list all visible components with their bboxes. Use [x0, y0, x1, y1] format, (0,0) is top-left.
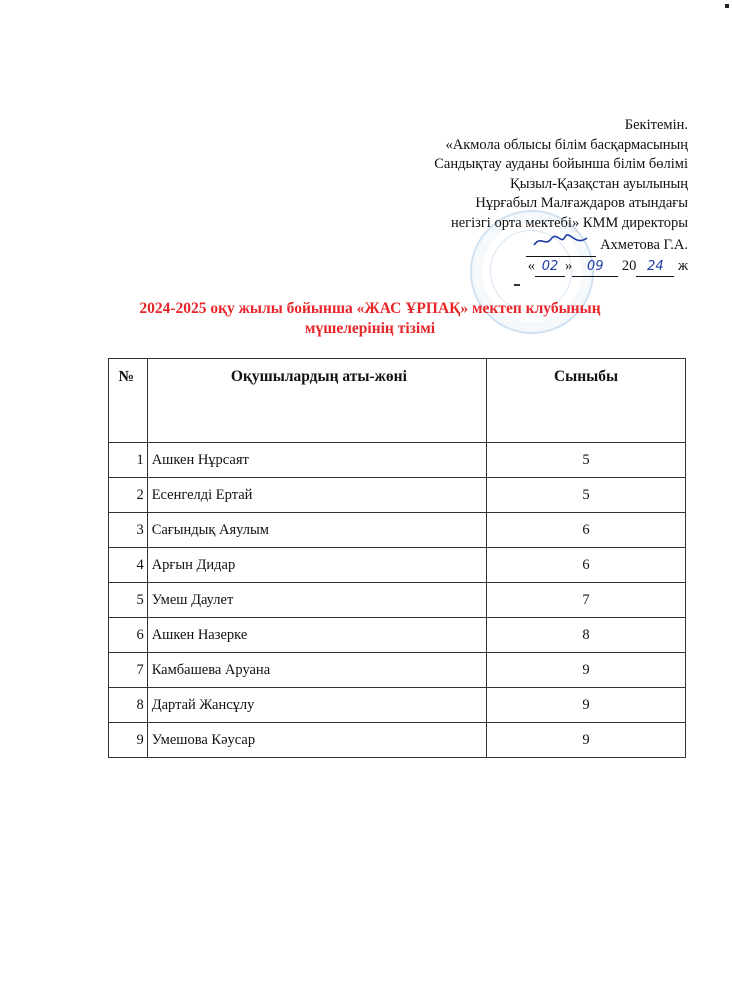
document-title-line-2: мүшелерінің тізімі: [304, 320, 436, 337]
row-grade: 5: [487, 443, 686, 478]
table-row: [109, 723, 686, 758]
row-name: Есенгелді Ертай: [147, 478, 486, 513]
director-name: Ахметова Г.А.: [600, 237, 688, 253]
table-row: [109, 583, 686, 618]
row-grade: 9: [487, 723, 686, 758]
approval-org-line-5: негізгі орта мектебі» КММ директоры: [450, 214, 688, 231]
approval-org-line-1: «Акмола облысы білім басқармасының: [445, 136, 688, 153]
row-number: 2: [109, 478, 148, 513]
members-table: [108, 358, 686, 758]
row-grade: 8: [487, 618, 686, 653]
approval-date: « 02 » 09 20 24 ж: [358, 257, 688, 278]
table-row: [109, 618, 686, 653]
approval-org-line-3: Қызыл-Қазақстан ауылының: [510, 175, 688, 192]
scan-mark: [725, 4, 729, 8]
table-row: [109, 443, 686, 478]
row-number: 1: [109, 443, 148, 478]
row-name: Ашкен Назерке: [147, 618, 486, 653]
row-grade: 7: [487, 583, 686, 618]
row-number: 6: [109, 618, 148, 653]
document-title-line-1: 2024-2025 оқу жылы бойынша «ЖАС ҰРПАҚ» мектеп клубының: [139, 300, 601, 317]
row-name: Умешова Кәусар: [147, 723, 486, 758]
row-number: 9: [109, 723, 148, 758]
table-header-row: [109, 359, 686, 443]
document-title: [90, 299, 650, 339]
signature-icon: [526, 233, 596, 257]
row-name: Дартай Жансұлу: [147, 688, 486, 723]
row-grade: 6: [487, 513, 686, 548]
approval-signature-line: [358, 233, 688, 257]
row-grade: 9: [487, 688, 686, 723]
row-grade: 5: [487, 478, 686, 513]
approval-org-line-2: Сандықтау ауданы бойынша білім бөлімі: [434, 156, 688, 172]
approval-heading: Бекітемін.: [624, 117, 688, 133]
table-row: [109, 513, 686, 548]
row-grade: 6: [487, 548, 686, 583]
date-year: 24: [636, 257, 674, 278]
row-name: Арғын Дидар: [147, 548, 486, 583]
approval-block: [358, 116, 688, 277]
header-name: Оқушылардың аты-жөні: [147, 359, 486, 443]
table-row: [109, 478, 686, 513]
row-number: 4: [109, 548, 148, 583]
table-row: [109, 688, 686, 723]
row-name: Умеш Даулет: [147, 583, 486, 618]
header-number: №: [109, 359, 148, 443]
table-row: [109, 548, 686, 583]
row-number: 8: [109, 688, 148, 723]
row-number: 3: [109, 513, 148, 548]
date-month: 09: [572, 257, 618, 278]
row-name: Камбашева Аруана: [147, 653, 486, 688]
scan-mark: [514, 284, 520, 286]
header-grade: Сыныбы: [487, 359, 686, 443]
row-number: 5: [109, 583, 148, 618]
row-grade: 9: [487, 653, 686, 688]
approval-org-line-4: Нұрғабыл Малғаждаров атындағы: [475, 195, 688, 211]
date-day: 02: [535, 257, 565, 278]
row-name: Ашкен Нұрсаят: [147, 443, 486, 478]
row-name: Сағындық Аяулым: [147, 513, 486, 548]
table-row: [109, 653, 686, 688]
row-number: 7: [109, 653, 148, 688]
